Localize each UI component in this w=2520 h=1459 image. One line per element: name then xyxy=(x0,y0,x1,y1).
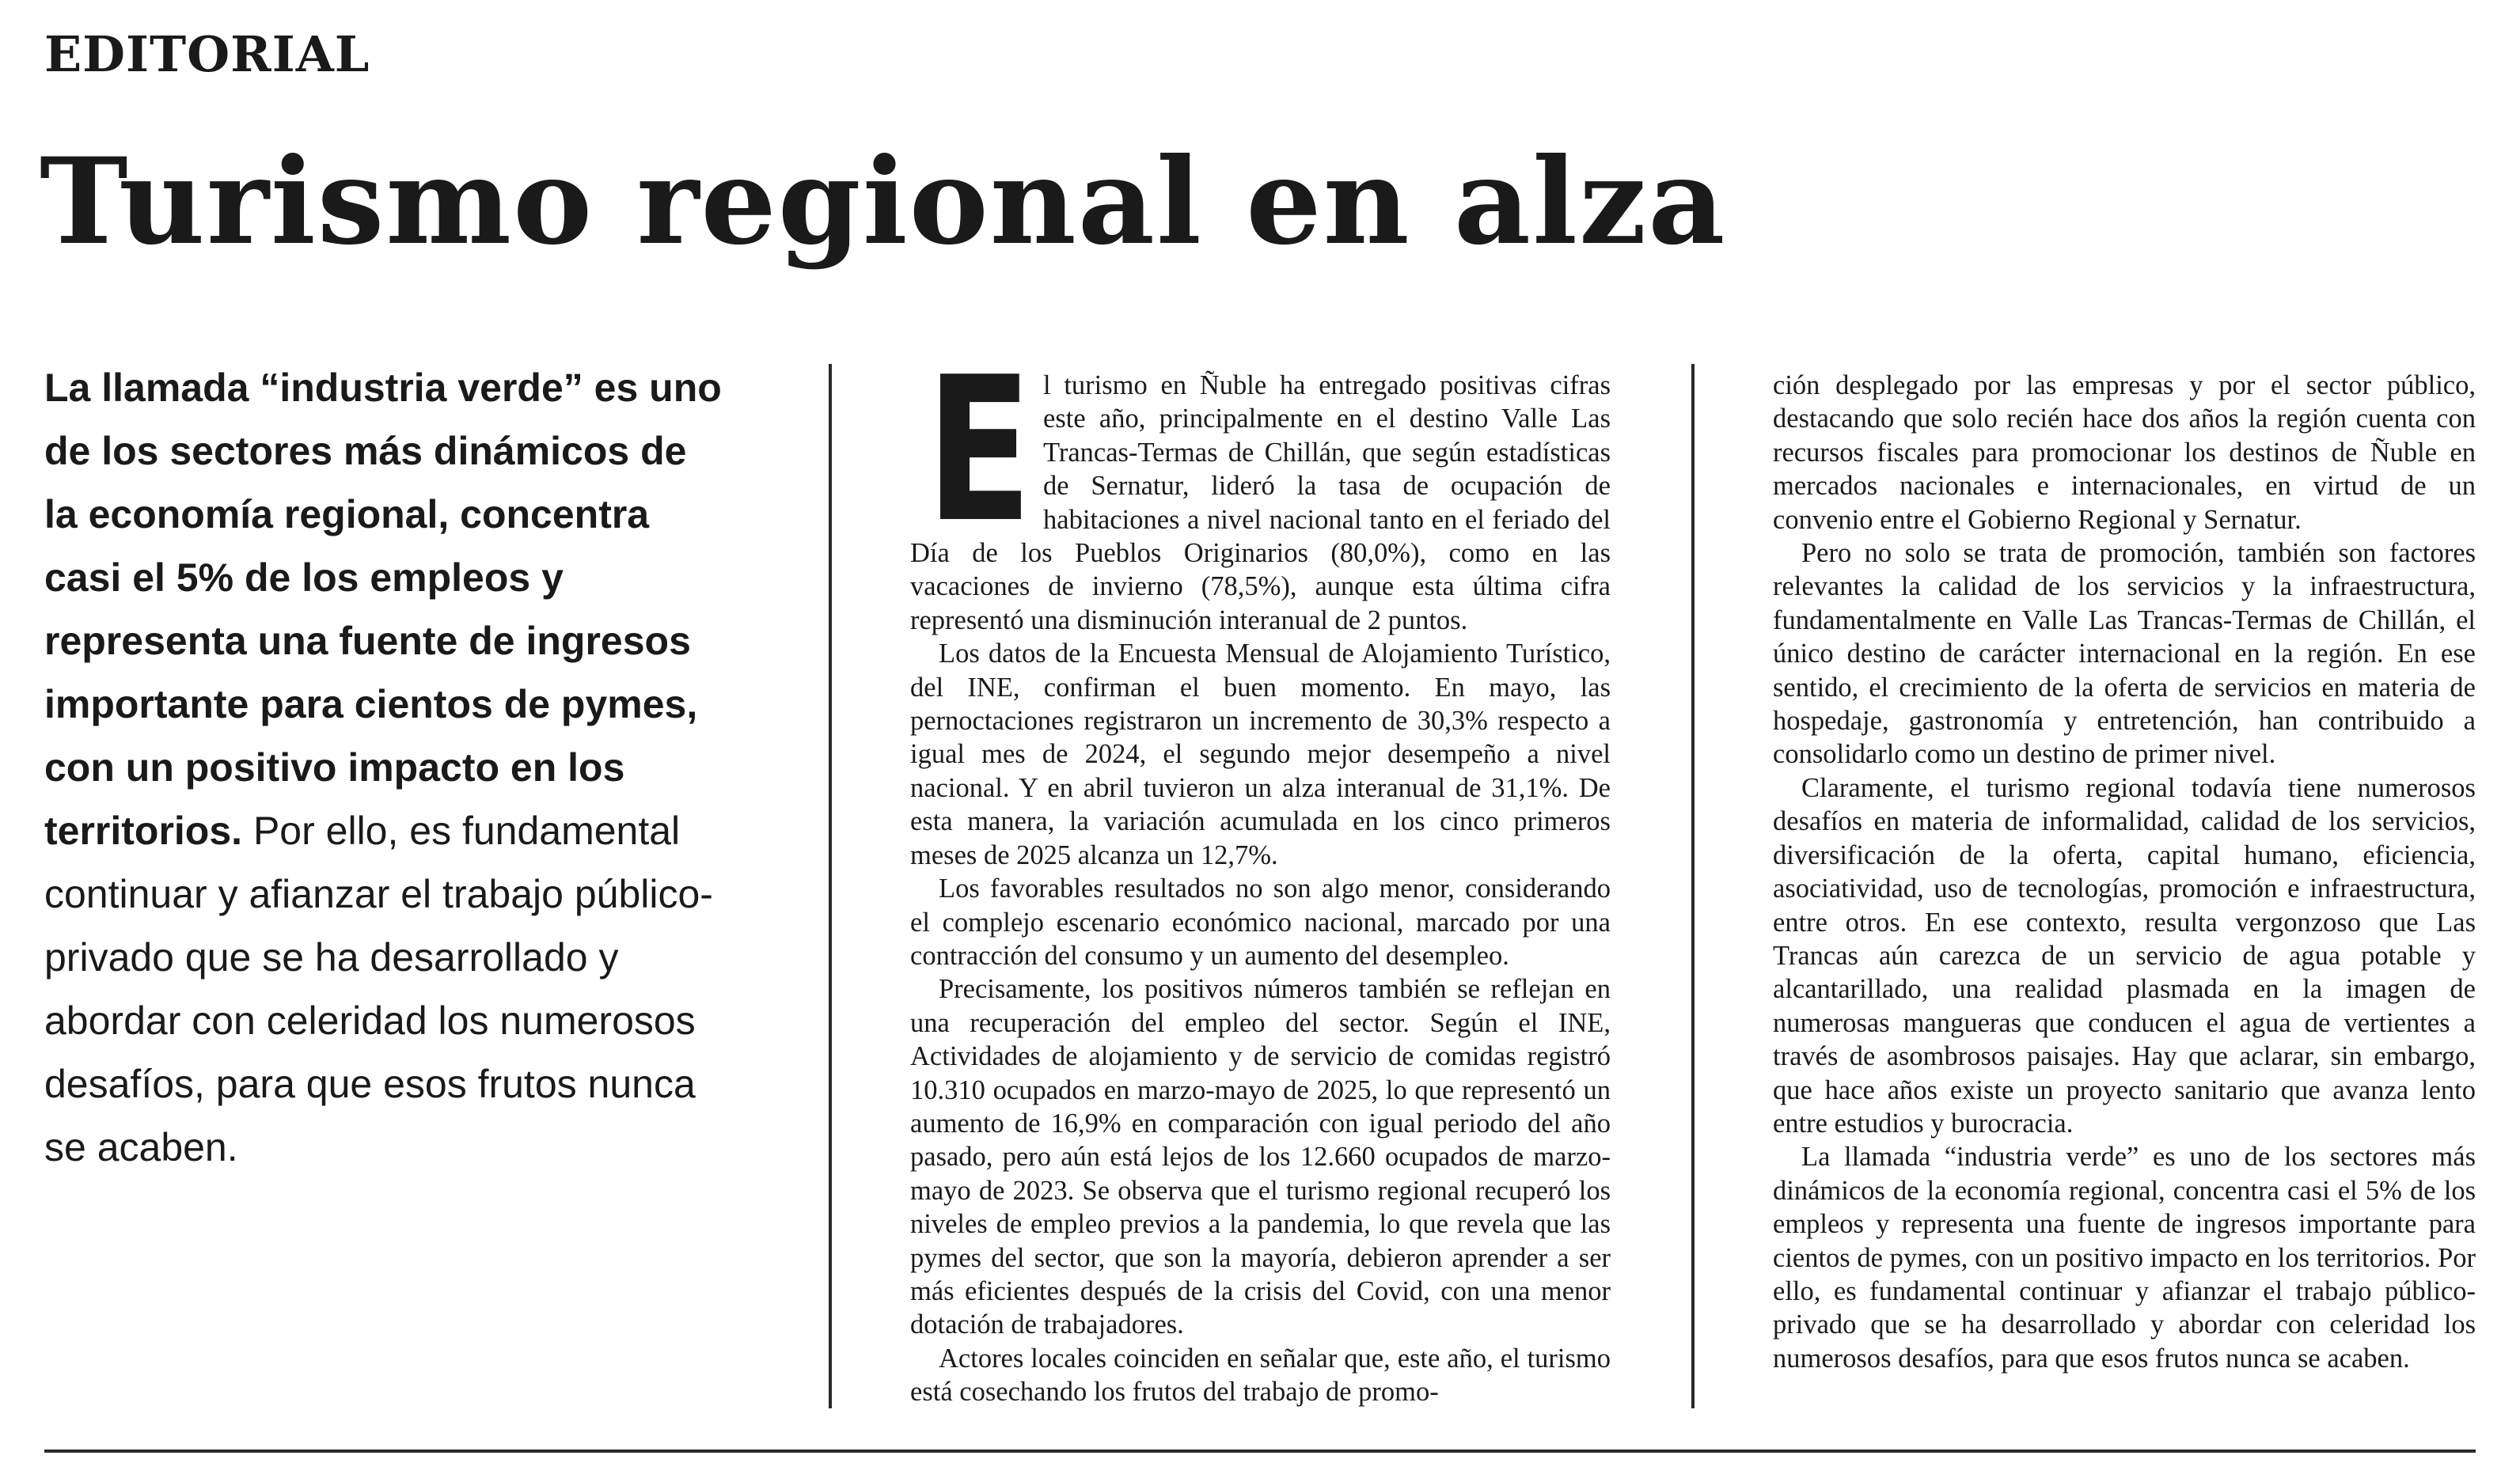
headline: Turismo regional en alza xyxy=(40,132,1727,271)
body-column-2 xyxy=(1773,369,2476,1375)
drop-cap: E xyxy=(926,335,1033,567)
body-paragraph: l turismo en Ñuble ha entregado positivas cifras este año, principalmente en el destino Valle Las Trancas-Termas de Chillán, que según estadísticas de Sernatur, lideró la tasa de ocupación de habitaciones a nivel nacional tanto en el feriado del Día de los Pueblos Originarios (80,0%), como en las vacaciones de invierno (78,5%), aunque esta última cifra representó una disminución interanual de 2 puntos. xyxy=(910,370,1611,635)
column-divider-right xyxy=(1691,364,1695,1408)
body-paragraph: Los favorables resultados no son algo menor, considerando el complejo escenario económico nacional, marcado por una contracción del consumo y un aumento del desempleo. xyxy=(910,874,1611,971)
bottom-rule xyxy=(44,1450,2476,1453)
body-paragraph: La llamada “industria verde” es uno de los sectores más dinámicos de la economía regional, concentra casi el 5% de los empleos y representa una fuente de ingresos importante para cientos de pymes, con un positivo impacto en los territorios. Por ello, es fundamental continuar y afianzar el trabajo público-privado que se ha desarrollado y abordar con celeridad los numerosos desafíos, para que esos frutos nunca se acaben. xyxy=(1773,1142,2476,1374)
body-paragraph: Claramente, el turismo regional todavía tiene numerosos desafíos en materia de informalidad, calidad de los servicios, diversificación de la oferta, capital humano, eficiencia, asociatividad, uso de tecnologías, promoción e infraestructura, entre otros. En ese contexto, resulta vergonzoso que Las Trancas aún carezca de un servicio de agua potable y alcantarillado, una realidad plasmada en la imagen de numerosas mangueras que conducen el agua de vertientes a través de asombrosos paisajes. Hay que aclarar, sin embargo, que hace años existe un proyecto sanitario que avanza lento entre estudios y burocracia. xyxy=(1773,772,2476,1139)
section-label: EDITORIAL xyxy=(44,25,370,83)
column-divider-left xyxy=(829,364,832,1408)
lead-bold-text: La llamada “industria verde” es uno de los sectores más dinámicos de la economía regional, concentra casi el 5% de los empleos y representa una fuente de ingresos importante para cientos de pymes, con un positivo impacto en los territorios. xyxy=(44,366,722,853)
lead-regular-text: Por ello, es fundamental continuar y afianzar el trabajo público-privado que se ha desarrollado y abordar con celeridad los numerosos desafíos, para que esos frutos nunca se acaben. xyxy=(44,809,713,1169)
lead-paragraph xyxy=(44,356,725,1179)
body-paragraph: Los datos de la Encuesta Mensual de Alojamiento Turístico, del INE, confirman el buen momento. En mayo, las pernoctaciones registraron un incremento de 30,3% respecto a igual mes de 2024, el segundo mejor desempeño a nivel nacional. Y en abril tuvieron un alza interanual de 31,1%. De esta manera, la variación acumulada en los cinco primeros meses de 2025 alcanza un 12,7%. xyxy=(910,639,1611,870)
body-paragraph: Precisamente, los positivos números también se reflejan en una recuperación del empleo del sector. Según el INE, Actividades de alojamiento y de servicio de comidas registró 10.310 ocupados en marzo-mayo de 2025, lo que representó un aumento de 16,9% en comparación con igual periodo del año pasado, pero aún está lejos de los 12.660 ocupados de marzo-mayo de 2023. Se observa que el turismo regional recuperó los niveles de empleo previos a la pandemia, lo que revela que las pymes del sector, que son la mayoría, debieron aprender a ser más eficientes después de la crisis del Covid, con una menor dotación de trabajadores. xyxy=(910,974,1611,1340)
body-paragraph: ción desplegado por las empresas y por el sector público, destacando que solo recién hace dos años la región cuenta con recursos fiscales para promocionar los destinos de Ñuble en mercados nacionales e internacionales, en virtud de un convenio entre el Gobierno Regional y Sernatur. xyxy=(1773,370,2476,535)
body-paragraph: Actores locales coinciden en señalar que, este año, el turismo está cosechando los frutos del trabajo de promo- xyxy=(910,1343,1611,1408)
body-column-1 xyxy=(910,335,1611,1409)
body-paragraph: Pero no solo se trata de promoción, también son factores relevantes la calidad de los servicios y la infraestructura, fundamentalmente en Valle Las Trancas-Termas de Chillán, el único destino de carácter internacional en la región. En ese sentido, el crecimiento de la oferta de servicios en materia de hospedaje, gastronomía y entretención, han contribuido a consolidarlo como un destino de primer nivel. xyxy=(1773,538,2476,770)
